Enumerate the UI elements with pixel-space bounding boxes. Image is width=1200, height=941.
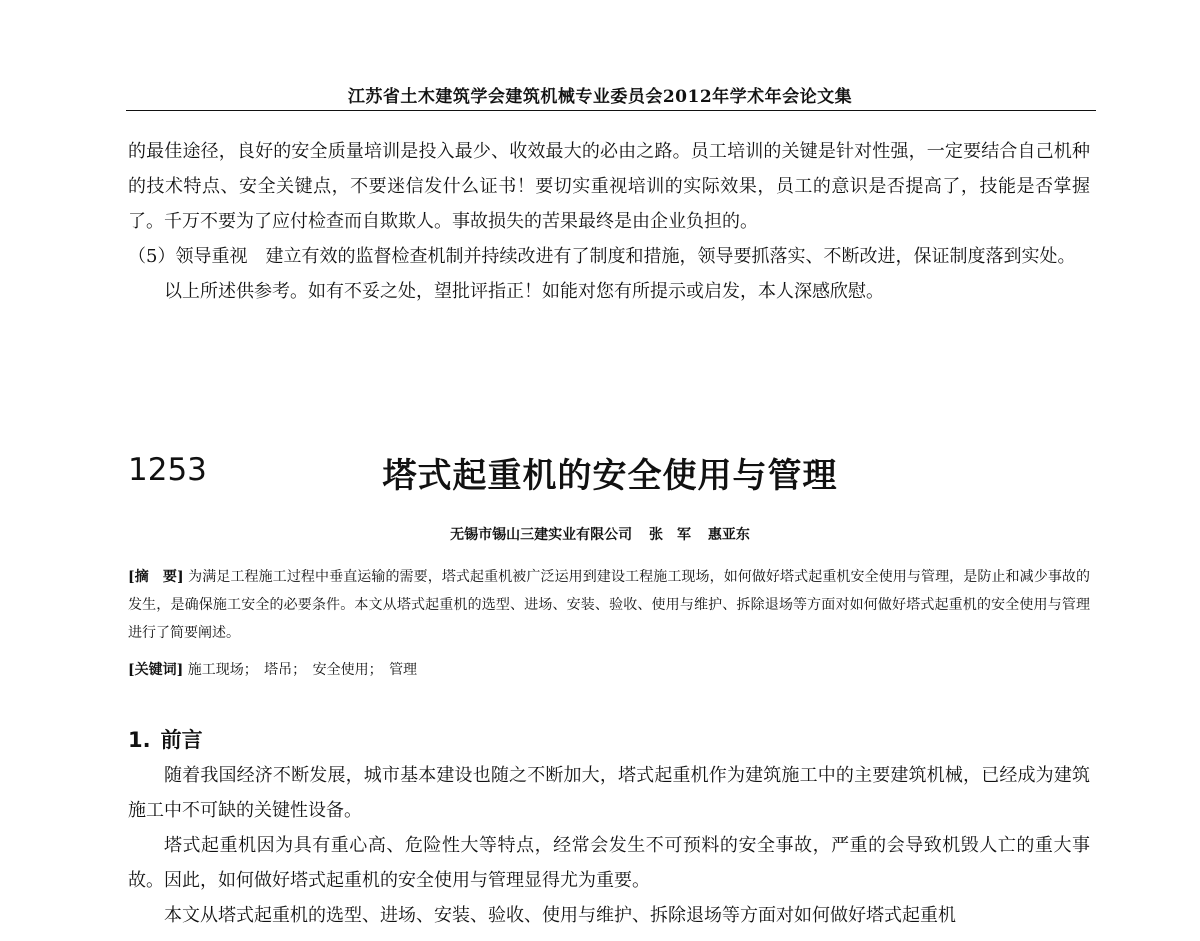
previous-article-body	[128, 134, 1090, 309]
abstract-label: [摘 要]	[128, 569, 184, 585]
header-rule	[126, 110, 1096, 111]
keyword: 施工现场 ；	[188, 662, 260, 678]
paragraph: 本文从塔式起重机的选型、进场、安装、验收、使用与维护、拆除退场等方面对如何做好塔式起重机	[164, 905, 956, 926]
article-number: 1253	[128, 452, 207, 488]
affiliation: 无锡市锡山三建实业有限公司	[450, 527, 633, 543]
keywords	[128, 656, 1090, 684]
paragraph: 的最佳途径，良好的安全质量培训是投入最少、收效最大的必由之路。员工培训的关键是针对性强，一定要结合自己机种的技术特点、安全关键点，不要迷信发什么证书！要切实重视培训的实际效果，员工的意识是否提高了，技能是否掌握了。千万不要为了应付检查而自欺欺人。事故损失的苦果最终是由企业负担的。	[128, 141, 1090, 232]
article-title: 塔式起重机的安全使用与管理	[382, 456, 838, 496]
author: 惠亚东	[707, 527, 750, 543]
running-header: 江苏省土木建筑学会建筑机械专业委员会2012年学术年会论文集	[347, 87, 853, 107]
byline	[0, 524, 1200, 544]
keyword: 安全使用 ；	[313, 662, 385, 678]
keywords-label: [关键词]	[128, 662, 184, 678]
paragraph: 随着我国经济不断发展，城市基本建设也随之不断加大，塔式起重机作为建筑施工中的主要建筑机械，已经成为建筑施工中不可缺的关键性设备。	[128, 765, 1090, 821]
section-title: 前言	[160, 728, 203, 752]
keyword: 塔吊 ；	[264, 662, 308, 678]
abstract	[128, 563, 1090, 647]
paragraph: 以上所述供参考。如有不妥之处，望批评指正！如能对您有所提示或启发，本人深感欣慰。	[164, 281, 884, 302]
author: 张 军	[649, 527, 691, 543]
section-number: 1.	[128, 728, 151, 752]
paragraph: （5）领导重视 建立有效的监督检查机制并持续改进有了制度和措施，领导要抓落实、不断改进，保证制度落到实处。	[128, 246, 1076, 267]
section-heading	[128, 724, 203, 754]
paragraph: 塔式起重机因为具有重心高、危险性大等特点，经常会发生不可预料的安全事故，严重的会导致机毁人亡的重大事故。因此，如何做好塔式起重机的安全使用与管理显得尤为重要。	[128, 835, 1090, 891]
section-body	[128, 758, 1090, 933]
keyword: 管理	[389, 662, 418, 678]
abstract-text: 为满足工程施工过程中垂直运输的需要，塔式起重机被广泛运用到建设工程施工现场，如何做好塔式起重机安全使用与管理，是防止和减少事故的发生，是确保施工安全的必要条件。本文从塔式起重机的选型、进场、安装、验收、使用与维护、拆除退场等方面对如何做好塔式起重机的安全使用与管理进行了简要阐述。	[128, 569, 1091, 641]
